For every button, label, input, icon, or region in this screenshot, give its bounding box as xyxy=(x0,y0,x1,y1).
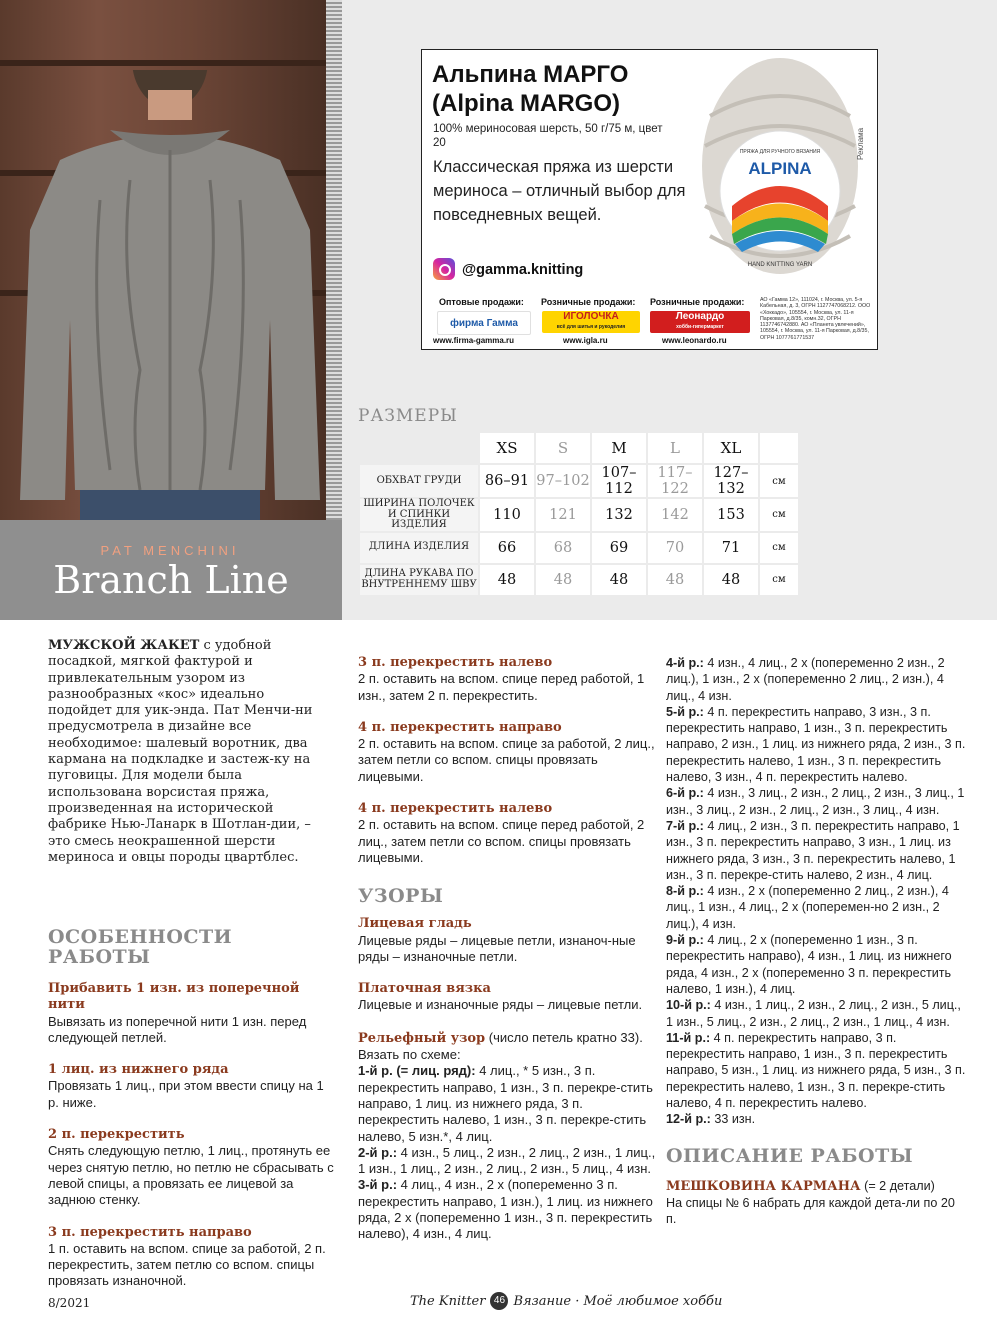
ad-wholesale-label: Оптовые продажи: xyxy=(439,297,524,307)
pattern-row xyxy=(666,818,966,883)
igla-logo-name: ИГОЛОЧКА xyxy=(563,311,619,322)
unit-col xyxy=(760,433,798,463)
igla-logo[interactable] xyxy=(542,311,640,333)
row-label: 4-й р.: xyxy=(666,656,704,670)
url-igla[interactable]: www.igla.ru xyxy=(563,336,608,345)
feature-title: 3 п. перекрестить направо xyxy=(48,1224,252,1240)
row-label: 8-й р.: xyxy=(666,884,704,899)
pattern-row xyxy=(666,883,966,932)
ad-legal-text: АО «Гамма 12», 111024, г. Москва, ул. 5-я Кабельная, д. 3, ОГРН 1127747068212. ООО «Хоккадо», 105554, г. Москва, ул. 11-я Парковая, д.8/35, комн.32, ОГРН 1137746742880. АО «Планета увлечений», 105554, г. Москва, ул. 11-я Парковая, д.8/35, ОГРН 1077761771537 xyxy=(760,297,871,341)
table-cell: 70 xyxy=(648,533,702,563)
table-cell: 107–112 xyxy=(592,465,646,497)
table-cell: 71 xyxy=(704,533,758,563)
row-text: 4 изн., 4 лиц., 2 х (попеременно 2 изн., 2 лиц.), 1 изн., 2 х (попеременно 2 лиц., 2 изн.), 4 лиц., 4 изн. xyxy=(666,656,945,703)
stockinette-text: Лицевые ряды – лицевые петли, изнаноч-ные ряды – изнаночные петли. xyxy=(358,932,636,964)
table-cell: 97–102 xyxy=(536,465,590,497)
row-label: 10-й р.: xyxy=(666,998,711,1013)
sizes-table xyxy=(358,431,800,597)
stockinette-title: Лицевая гладь xyxy=(358,916,472,932)
feature-title: Прибавить 1 изн. из поперечной нити xyxy=(48,981,300,1013)
row-label: 1-й р. (= лиц. ряд): xyxy=(358,1063,476,1079)
ad-title: Альпина МАРГО (Alpina MARGO) xyxy=(432,61,629,117)
size-col-l: L xyxy=(648,433,702,463)
page-number: 46 xyxy=(490,1292,508,1310)
pocket-note: (= 2 детали) xyxy=(860,1178,935,1193)
row-label: 11-й р.: xyxy=(666,1030,711,1045)
table-cell: 48 xyxy=(536,565,590,595)
feature-text: Снять следующую петлю, 1 лиц., протянуть ее через снятую петлю, но петлю не сбрасывать с левой спицы, а провязать ее лицевой за заднюю стенку. xyxy=(48,1143,334,1208)
row-label: 7-й р.: xyxy=(666,818,704,833)
ad-retail-label-1: Розничные продажи: xyxy=(541,297,636,307)
table-row xyxy=(360,465,798,497)
ad-reklama-label: Реклама xyxy=(856,127,865,160)
url-gamma[interactable]: www.firma-gamma.ru xyxy=(433,336,515,345)
garter-text: Лицевые и изнаночные ряды – лицевые петли. xyxy=(358,997,643,1013)
feature-title: 4 п. перекрестить налево xyxy=(358,801,553,817)
table-cell: 117–122 xyxy=(648,465,702,497)
table-cell: 68 xyxy=(536,533,590,563)
pattern-row xyxy=(666,704,966,785)
row-text: 4 изн., 2 х (попеременно 2 лиц., 2 изн.), 4 лиц., 1 изн., 4 лиц., 2 х (поперемен-но 2 изн., 2 лиц.), 4 изн. xyxy=(666,884,949,931)
relief-intro: Вязать по схеме: xyxy=(358,1047,461,1063)
table-row xyxy=(360,565,798,595)
garter-title: Платочная вязка xyxy=(358,981,491,997)
skein-top-text: ПРЯЖА ДЛЯ РУЧНОГО ВЯЗАНИЯ xyxy=(739,149,821,155)
feature-title: 3 п. перекрестить налево xyxy=(358,655,553,670)
row-label: 5-й р.: xyxy=(666,704,704,719)
pattern-row xyxy=(666,1030,966,1111)
intro-lead: МУЖСКОЙ ЖАКЕТ xyxy=(48,638,200,653)
pattern-title: Branch Line xyxy=(53,558,289,602)
pattern-row xyxy=(666,655,966,704)
row-text: 4 изн., 3 лиц., 2 изн., 2 лиц., 2 изн., 3 лиц., 1 изн., 3 лиц., 2 изн., 2 лиц., 2 изн., 3 лиц., 4 изн. xyxy=(666,786,965,817)
row-label: 12-й р.: xyxy=(666,1112,711,1127)
skein-brand: ALPINA xyxy=(748,159,812,178)
row-text: 4 п. перекрестить направо, 3 п. перекрестить направо, 1 изн., 3 п. перекрестить направо, 5 изн., 1 лиц. из нижнего ряда, 5 изн., 3 п. перекрестить налево, 1 изн., 3 п. перекре-стить налево, 4 п. перекрестить налево. xyxy=(666,1030,966,1111)
magazine-name: The Knitter xyxy=(410,1293,486,1309)
row-text: 4 лиц., 2 х (попеременно 1 изн., 3 п. перекрестить направо), 4 изн., 1 лиц. из нижнего ряда, 4 изн., 2 х (попеременно 3 п. перекрестить налево, 1 изн.), 4 лиц. xyxy=(666,933,952,996)
table-cell: 69 xyxy=(592,533,646,563)
instagram-icon xyxy=(433,258,455,280)
feature-text: 2 п. оставить на вспом. спице за работой, 2 лиц., затем петли со вспом. спицы провязать лицевыми. xyxy=(358,736,655,784)
ad-instagram-handle[interactable]: @gamma.knitting xyxy=(462,262,584,278)
rows-column xyxy=(666,655,966,1228)
gamma-logo[interactable]: фирма Гамма xyxy=(437,311,531,335)
skein-bottom-text: HAND KNITTING YARN xyxy=(747,262,813,268)
leonardo-logo-sub: хобби-гипермаркет xyxy=(676,324,724,330)
pattern-row xyxy=(358,1145,658,1178)
feature-text: Провязать 1 лиц., при этом ввести спицу на 1 р. ниже. xyxy=(48,1078,324,1110)
intro-paragraph xyxy=(48,638,320,866)
features-column xyxy=(48,927,338,1290)
unit-cell: см xyxy=(760,565,798,595)
relief-title: Рельефный узор xyxy=(358,1030,486,1046)
size-col-m: M xyxy=(592,433,646,463)
table-cell: 48 xyxy=(592,565,646,595)
table-cell: 86–91 xyxy=(480,465,534,497)
feature-text: Вывязать из поперечной нити 1 изн. перед следующей петлей. xyxy=(48,1013,307,1045)
row-text: 4 лиц., 2 изн., 3 п. перекрестить направо, 1 изн., 3 п. перекрестить направо, 3 изн., 1 лиц. из нижнего ряда, 3 изн., 3 п. перекрестить налево, 1 изн., 3 п. перекре-стить налево, 2 изн., 4 лиц. xyxy=(666,818,960,882)
magazine-tagline: Вязание · Моё любимое хобби xyxy=(513,1293,723,1309)
yarn-skein-image xyxy=(700,56,860,296)
table-cell: 48 xyxy=(480,565,534,595)
unit-cell: см xyxy=(760,465,798,497)
row-label: ОБХВАТ ГРУДИ xyxy=(360,465,478,497)
row-text: 4 изн., 1 лиц., 2 изн., 2 лиц., 2 изн., 5 лиц., 1 изн., 5 лиц., 2 изн., 2 лиц., 2 изн., 1 лиц., 4 изн. xyxy=(666,998,961,1029)
size-col-xs: XS xyxy=(480,433,534,463)
pocket-text: На спицы № 6 набрать для каждой дета-ли по 20 п. xyxy=(666,1195,955,1227)
table-cell: 121 xyxy=(536,499,590,531)
ad-description: Классическая пряжа из шерсти мериноса – отличный выбор для повседневных вещей. xyxy=(433,158,686,224)
row-label: 2-й р.: xyxy=(358,1144,398,1160)
table-cell: 48 xyxy=(704,565,758,595)
table-row xyxy=(360,499,798,531)
patterns-heading: УЗОРЫ xyxy=(358,885,444,908)
pattern-row xyxy=(666,997,966,1030)
magazine-footer xyxy=(410,1292,722,1310)
size-col-s: S xyxy=(536,433,590,463)
row-text: 4 лиц., * 5 изн., 3 п. перекрестить направо, 1 изн., 3 п. перекре-стить направо, 1 лиц. из нижнего ряда, 3 п. перекрестить налево, 1 изн., 3 п. перекре-стить налево, 5 изн.*, 4 лиц. xyxy=(358,1063,653,1144)
issue-number: 8/2021 xyxy=(48,1296,91,1310)
designer-name: PAT MENCHINI xyxy=(100,543,240,558)
leonardo-logo[interactable] xyxy=(650,311,750,333)
table-cell: 132 xyxy=(592,499,646,531)
table-cell: 48 xyxy=(648,565,702,595)
row-label: ШИРИНА ПОЛОЧЕК И СПИНКИ ИЗДЕЛИЯ xyxy=(360,499,478,531)
patterns-column xyxy=(358,655,658,1243)
pattern-row xyxy=(666,785,966,818)
sizes-heading: РАЗМЕРЫ xyxy=(358,406,458,426)
feature-text: 1 п. оставить на вспом. спице за работой, 2 п. перекрестить, затем петлю со вспом. спицы провязать изнаночной. xyxy=(48,1240,326,1289)
row-label: 9-й р.: xyxy=(666,933,704,948)
row-text: 4 изн., 5 лиц., 2 изн., 2 лиц., 2 изн., 1 лиц., 1 изн., 1 лиц., 2 изн., 2 лиц., 2 изн., 5 лиц., 4 изн. xyxy=(358,1144,656,1177)
row-text: 4 п. перекрестить направо, 3 изн., 3 п. перекрестить направо, 1 изн., 3 п. перекрестить направо, 2 изн., 1 лиц. из нижнего ряда, 2 изн., 3 п. перекрестить налево, 1 изн., 3 п. перекрестить налево, 3 изн., 4 п. перекрестить налево. xyxy=(666,704,966,785)
relief-note: (число петель кратно 33). xyxy=(485,1029,643,1045)
pattern-row xyxy=(666,1111,966,1127)
row-label: ДЛИНА РУКАВА ПО ВНУТРЕННЕМУ ШВУ xyxy=(360,565,478,595)
pattern-row xyxy=(358,1063,658,1144)
pattern-row xyxy=(358,1177,658,1242)
ad-yarn-spec: 100% мериносовая шерсть, 50 г/75 м, цвет 20 xyxy=(433,123,663,149)
cover-photo xyxy=(0,0,326,520)
size-col-xl: XL xyxy=(704,433,758,463)
table-corner xyxy=(360,433,478,463)
feature-text: 2 п. оставить на вспом. спице перед работой, 2 лиц., затем петли со вспом. спицы провязать лицевыми. xyxy=(358,817,645,865)
table-row xyxy=(360,533,798,563)
table-cell: 110 xyxy=(480,499,534,531)
row-label: 6-й р.: xyxy=(666,786,704,801)
table-cell: 142 xyxy=(648,499,702,531)
leonardo-logo-name: Леонардо xyxy=(675,311,725,322)
table-cell: 66 xyxy=(480,533,534,563)
ad-retail-label-2: Розничные продажи: xyxy=(650,297,745,307)
row-text: 33 изн. xyxy=(710,1112,756,1127)
feature-title: 2 п. перекрестить xyxy=(48,1127,185,1143)
igla-logo-sub: всё для шитья и рукоделия xyxy=(556,324,626,330)
url-leonardo[interactable]: www.leonardo.ru xyxy=(662,336,727,345)
pattern-row xyxy=(666,932,966,997)
feature-title: 1 лиц. из нижнего ряда xyxy=(48,1062,229,1078)
table-cell: 127–132 xyxy=(704,465,758,497)
unit-cell: см xyxy=(760,533,798,563)
table-cell: 153 xyxy=(704,499,758,531)
unit-cell: см xyxy=(760,499,798,531)
sizes-header-row xyxy=(360,433,798,463)
intro-text: с удобной посадкой, мягкой фактурой и привлекательным узором из разнообразных «кос» идеально подойдет для уик-энда. Пат Менчи-ни предусмотрела в дизайне все необходимое: шалевый воротник, два кармана на подкладке и застеж-ку на пуговицы. Для модели была использована ворсистая пряжа, произведенная на исторической фабрике Нью-Ланарк в Шотлан-дии, – это смесь неокрашенной шерсти мериноса и овцы породы цвартблес. xyxy=(48,638,313,865)
pocket-title: МЕШКОВИНА КАРМАНА xyxy=(666,1178,861,1194)
features-heading: ОСОБЕННОСТИ РАБОТЫ xyxy=(48,926,233,968)
row-text: 4 лиц., 4 изн., 2 х (попеременно 3 п. перекрестить направо, 1 изн.), 1 лиц. из нижнего ряда, 2 х (попеременно 1 изн., 3 п. перекрестить налево), 4 изн., 4 лиц. xyxy=(358,1177,653,1242)
row-label: 3-й р.: xyxy=(358,1177,398,1193)
sweater-illustration xyxy=(20,70,320,520)
feature-text: 2 п. оставить на вспом. спице перед работой, 1 изн., затем 2 п. перекрестить. xyxy=(358,671,645,703)
feature-title: 4 п. перекрестить направо xyxy=(358,719,562,735)
work-heading: ОПИСАНИЕ РАБОТЫ xyxy=(666,1144,914,1167)
row-label: ДЛИНА ИЗДЕЛИЯ xyxy=(360,533,478,563)
